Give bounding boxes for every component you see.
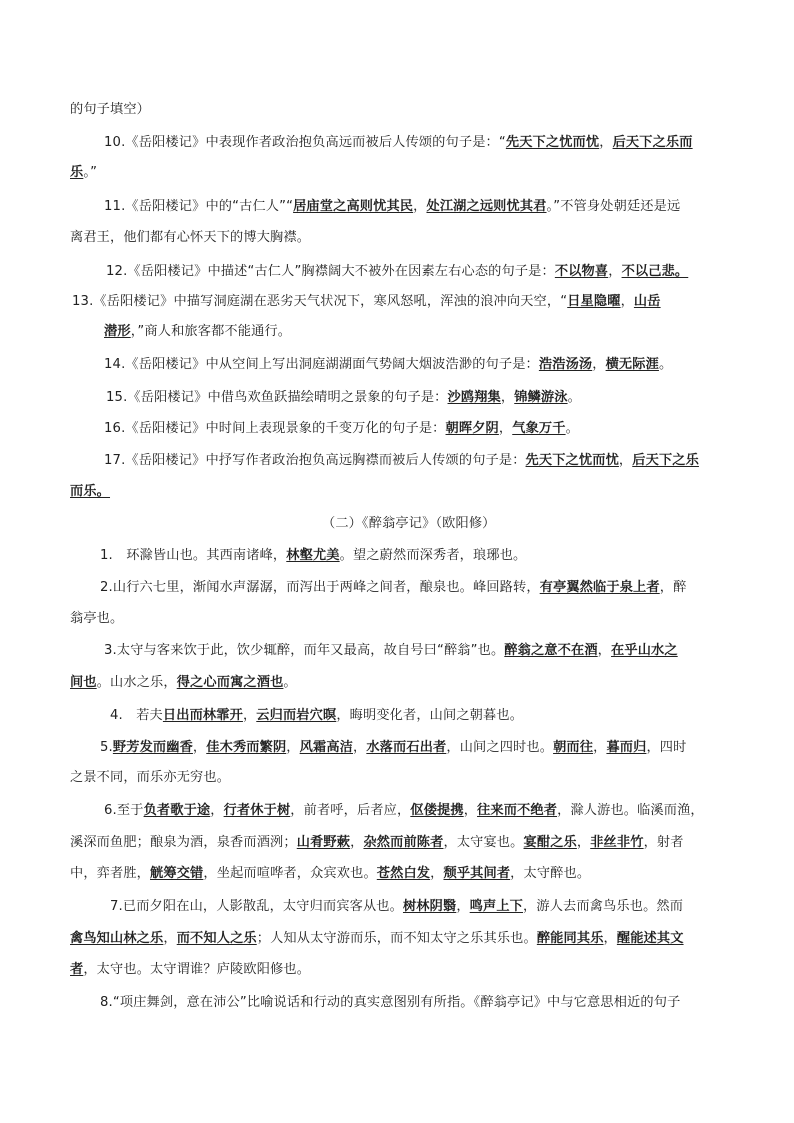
answer-underlined: 林壑尤美: [286, 548, 340, 563]
text-line: [70, 929, 684, 949]
answer-underlined: 居庙堂之高则忧其民: [293, 199, 414, 214]
text-line: [70, 100, 150, 120]
text-line: [104, 451, 699, 471]
answer-underlined: 伛偻提携: [410, 803, 464, 818]
text-run: ，坐起而喧哗者，众宾欢也。: [203, 866, 377, 881]
text-run: 13.《岳阳楼记》中描写洞庭湖在恶劣天气状况下，寒风怒吼，浑浊的浪冲向天空，“: [72, 294, 568, 309]
text-run: ，: [593, 740, 607, 755]
text-run: ，醉: [659, 580, 687, 595]
text-run: ，: [286, 740, 300, 755]
text-line: [104, 801, 704, 821]
text-run: ，: [608, 264, 622, 279]
answer-underlined: 山肴野蔌: [296, 835, 351, 850]
answer-underlined: 朝而往: [553, 740, 594, 755]
text-run: 。: [567, 390, 581, 405]
text-run: ，: [463, 803, 478, 818]
text-run: ，: [353, 740, 367, 755]
answer-underlined: 不以己悲。: [621, 264, 689, 279]
text-run: ，: [498, 421, 513, 436]
text-line: [70, 960, 310, 980]
answer-underlined: 非丝非竹: [590, 835, 644, 850]
text-line: [100, 546, 526, 566]
text-line: [110, 706, 523, 726]
text-run: 12.《岳阳楼记》中描述“古仁人”胸襟阔大不被外在因素左右心态的句子是：: [106, 264, 555, 279]
answer-underlined: 醉翁之意不在酒: [504, 643, 598, 658]
answer-underlined: 日出而林霏开: [162, 708, 243, 723]
answer-underlined: 往来而不绝者: [477, 803, 558, 818]
answer-underlined: 风霜高洁: [299, 740, 353, 755]
answer-underlined: 禽鸟知山林之乐: [70, 931, 164, 946]
answer-underlined: 宴酣之乐: [523, 835, 577, 850]
text-run: 11.《岳阳楼记》中的“古仁人”“: [104, 199, 294, 214]
answer-underlined: 苍然白发: [376, 866, 431, 881]
text-line: [70, 833, 684, 853]
answer-underlined: 暮而归: [606, 740, 647, 755]
text-line: [70, 163, 97, 183]
text-run: ，四时: [646, 740, 687, 755]
text-run: 离君王，他们都有心怀天下的博大胸襟。: [70, 230, 311, 245]
text-run: 17.《岳阳楼记》中抒写作者政治抱负高远胸襟而被后人传颂的句子是：: [104, 453, 526, 468]
text-run: 2.山行六七里，渐闻水声潺潺，而泻出于两峰之间者，酿泉也。峰回路转，: [100, 580, 540, 595]
text-line: [70, 864, 590, 884]
answer-underlined: 日星隐曜: [567, 294, 621, 309]
text-line: [104, 322, 291, 342]
text-run: 。: [565, 421, 579, 436]
text-line: [70, 609, 123, 629]
text-line: [104, 419, 579, 439]
text-run: ，”商人和旅客都不能通行。: [130, 324, 292, 339]
text-run: 。望之蔚然而深秀者，琅琊也。: [339, 548, 527, 563]
text-line: [104, 197, 680, 217]
text-run: ，游人去而禽鸟乐也。然而: [523, 899, 684, 914]
text-run: 6.至于: [104, 803, 144, 818]
answer-underlined: 鸣声上下: [469, 899, 524, 914]
text-line: [100, 738, 686, 758]
text-run: ，: [576, 835, 591, 850]
text-line: [104, 641, 678, 661]
text-run: ，晦明变化者，山间之朝暮也。: [336, 708, 524, 723]
text-run: ，: [597, 643, 612, 658]
text-run: 。: [283, 675, 297, 690]
text-run: ，: [413, 199, 427, 214]
text-run: 中，弈者胜，: [70, 866, 151, 881]
text-line: [100, 993, 680, 1013]
answer-underlined: 有亭翼然临于泉上者: [539, 580, 660, 595]
text-line: [70, 673, 297, 693]
answer-underlined: 潜形: [104, 324, 131, 339]
text-line: [70, 482, 110, 502]
answer-underlined: 沙鸥翔集: [447, 390, 501, 405]
answer-underlined: 不以物喜: [554, 264, 609, 279]
answer-underlined: 在乎山水之: [611, 643, 678, 658]
text-run: （二）《醉翁亭记》（欧阳修）: [322, 516, 496, 531]
answer-underlined: 间也: [70, 675, 97, 690]
answer-underlined: 佳木秀而繁阴: [206, 740, 287, 755]
text-run: 。山水之乐，: [96, 675, 177, 690]
answer-underlined: 浩浩汤汤: [538, 357, 593, 372]
text-run: 之景不同，而乐亦无穷也。: [70, 770, 231, 785]
answer-underlined: 水落而石出者: [366, 740, 447, 755]
answer-underlined: 而乐。: [70, 484, 111, 499]
text-run: ，: [500, 390, 515, 405]
text-run: ，: [430, 866, 444, 881]
text-run: ，太守宴也。: [443, 835, 524, 850]
answer-underlined: 气象万千: [512, 421, 566, 436]
answer-underlined: 先天下之忧而忧: [525, 453, 619, 468]
answer-underlined: 树林阴翳: [402, 899, 457, 914]
text-run: ，太守也。太守谓谁？庐陵欧阳修也。: [83, 962, 311, 977]
text-run: 4. 若夫: [110, 708, 163, 723]
text-run: ，太守醉也。: [510, 866, 591, 881]
answer-underlined: 得之心而寓之酒也: [176, 675, 284, 690]
text-run: ，: [242, 708, 257, 723]
answer-underlined: 醒能述其文: [616, 931, 684, 946]
answer-underlined: 处江湖之远则忧其君: [426, 199, 547, 214]
text-run: ，射者: [643, 835, 684, 850]
text-run: ，: [603, 931, 617, 946]
answer-underlined: 锦鳞游泳: [514, 390, 568, 405]
text-run: ，: [618, 453, 633, 468]
text-run: ，: [456, 899, 470, 914]
answer-underlined: 后天下之乐而: [612, 135, 693, 150]
text-run: 。: [658, 357, 673, 372]
text-run: 14.《岳阳楼记》中从空间上写出洞庭湖湖面气势阔大烟波浩渺的句子是：: [104, 357, 539, 372]
text-run: 。”: [83, 165, 98, 180]
answer-underlined: 醉能同其乐: [536, 931, 604, 946]
text-run: 7.已而夕阳在山，人影散乱，太守归而宾客从也。: [110, 899, 403, 914]
text-run: 15.《岳阳楼记》中借鸟欢鱼跃描绘晴明之景象的句子是：: [106, 390, 448, 405]
text-run: 溪深而鱼肥；酿泉为酒，泉香而酒洌；: [70, 835, 297, 850]
text-line: [104, 133, 693, 153]
answer-underlined: 先天下之忧而忧: [505, 135, 600, 150]
text-run: ，: [350, 835, 364, 850]
text-run: ，: [163, 931, 177, 946]
answer-underlined: 乐: [70, 165, 84, 180]
answer-underlined: 行者休于树: [223, 803, 291, 818]
section-heading: [322, 514, 496, 534]
answer-underlined: 后天下之乐: [632, 453, 699, 468]
text-run: 3.太守与客来饮于此，饮少辄醉，而年又最高，故自号曰“醉翁”也。: [104, 643, 505, 658]
text-run: 的句子填空）: [70, 102, 151, 117]
text-run: ，: [620, 294, 634, 309]
text-run: 8.“项庄舞剑，意在沛公”比喻说话和行动的真实意图别有所指。《醉翁亭记》中与它意思相近的句子: [100, 995, 681, 1010]
answer-underlined: 者: [70, 962, 84, 977]
text-line: [110, 897, 683, 917]
text-run: ，: [192, 740, 207, 755]
answer-underlined: 负者歌于途: [143, 803, 211, 818]
answer-underlined: 杂然而前陈者: [363, 835, 444, 850]
text-run: ，: [210, 803, 224, 818]
text-run: 1. 环滁皆山也。其西南诸峰，: [100, 548, 287, 563]
answer-underlined: 山岳: [633, 294, 661, 309]
answer-underlined: 野芳发而幽香: [112, 740, 193, 755]
answer-underlined: 而不知人之乐: [176, 931, 257, 946]
text-run: ，滁人游也。临溪而渔，: [557, 803, 704, 818]
text-run: 翁亭也。: [70, 611, 124, 626]
answer-underlined: 横无际涯: [605, 357, 659, 372]
text-run: 16.《岳阳楼记》中时间上表现景象的千变万化的句子是：: [104, 421, 446, 436]
text-line: [106, 262, 688, 282]
text-line: [104, 355, 672, 375]
text-run: ；人知从太守游而乐，而不知太守之乐其乐也。: [256, 931, 537, 946]
text-line: [72, 292, 661, 312]
text-run: ，前者呼，后者应，: [290, 803, 411, 818]
text-line: [70, 768, 230, 788]
answer-underlined: 颓乎其间者: [443, 866, 511, 881]
text-run: ，: [599, 135, 613, 150]
answer-underlined: 朝晖夕阴: [445, 421, 499, 436]
text-line: [106, 388, 581, 408]
text-run: 5.: [100, 740, 113, 755]
text-line: [70, 228, 310, 248]
answer-underlined: 云归而岩穴暝: [256, 708, 337, 723]
answer-underlined: 觥筹交错: [150, 866, 204, 881]
text-run: 10.《岳阳楼记》中表现作者政治抱负高远而被后人传颂的句子是：“: [104, 135, 506, 150]
text-line: [100, 578, 686, 598]
text-run: ，: [592, 357, 606, 372]
text-run: ，山间之四时也。: [446, 740, 554, 755]
text-run: 。”不管身处朝廷还是远: [546, 199, 681, 214]
